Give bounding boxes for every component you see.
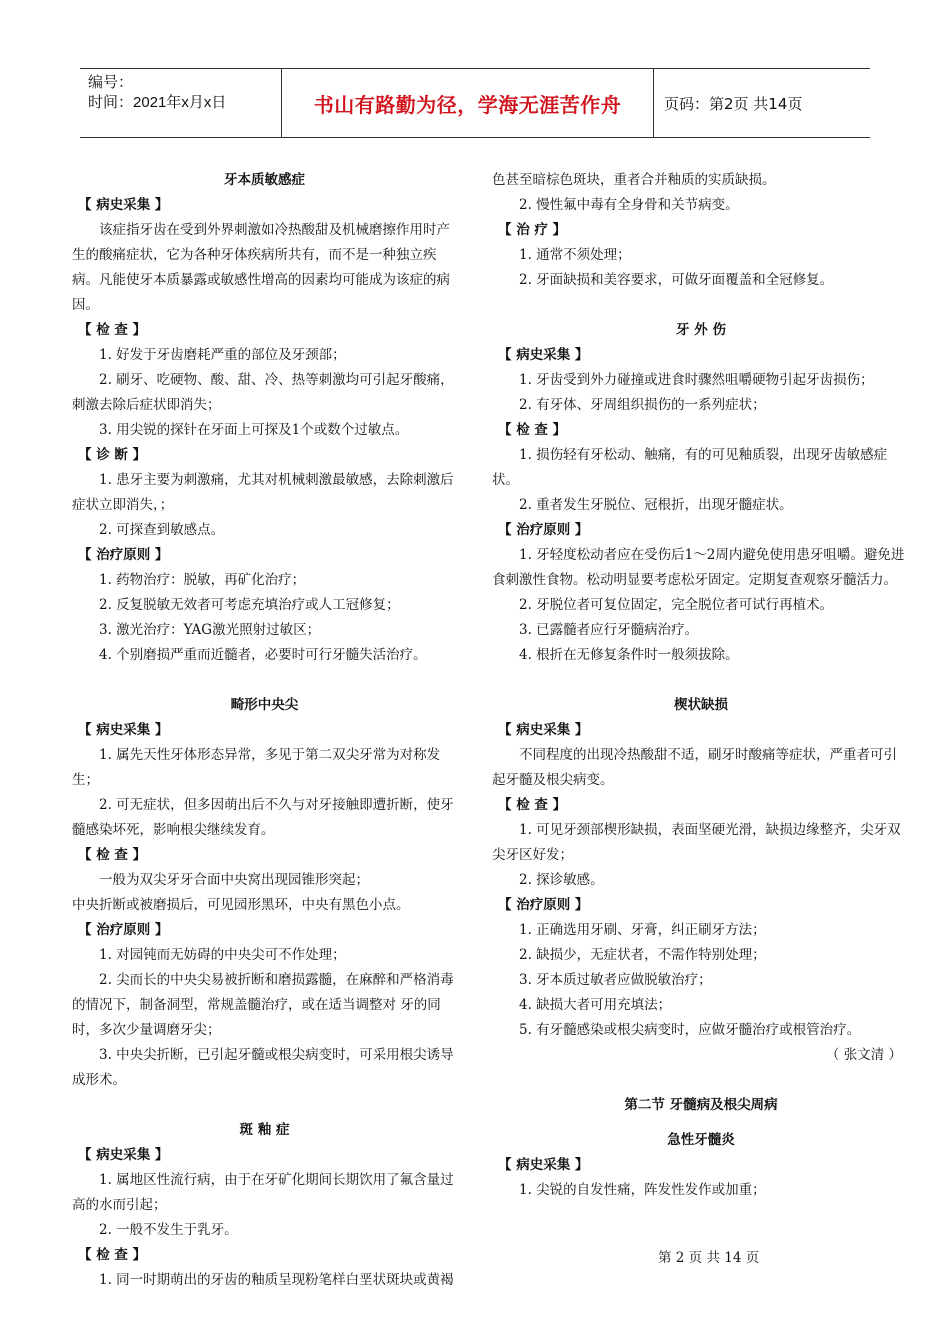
paragraph: 2. 可无症状，但多因萌出后不久与对牙接触即遭折断，使牙髓感染坏死，影响根尖继续发育。	[72, 797, 454, 838]
spacer	[492, 1068, 910, 1093]
paragraph: 2. 探诊敏感。	[519, 872, 604, 888]
paragraph: 1. 损伤轻有牙松动、触痛，有的可见釉质裂，出现牙齿敏感症状。	[492, 447, 888, 488]
subsection-heading: 【 治疗原则 】	[78, 922, 169, 938]
page-label: 页码：第2页 共14页	[664, 94, 803, 113]
paragraph: 1. 正确选用牙刷、牙膏，纠正刷牙方法；	[519, 922, 766, 938]
right-column	[492, 168, 910, 1203]
section-title: 牙本质敏感症	[224, 172, 305, 188]
paragraph: 4. 根折在无修复条件时一般须拔除。	[519, 647, 739, 663]
paragraph: 3. 激光治疗：YAG激光照射过敏区；	[99, 622, 321, 638]
subsection-heading: 【 治 疗 】	[498, 222, 567, 238]
subsection-heading: 【 治疗原则 】	[78, 547, 169, 563]
paragraph: 2. 一般不发生于乳牙。	[99, 1222, 238, 1238]
section-title: 斑 釉 症	[239, 1122, 290, 1138]
left-column	[72, 168, 457, 1293]
subsection-heading: 【 治疗原则 】	[498, 522, 589, 538]
footer-page-number: 第 2 页 共 14 页	[658, 1250, 760, 1266]
paragraph: 2. 刷牙、吃硬物、酸、甜、冷、热等刺激均可引起牙酸痛，刺激去除后症状即消失；	[72, 372, 454, 413]
header-meta	[80, 69, 282, 137]
paragraph: 一般为双尖牙牙合面中央窝出现园锥形突起；	[99, 872, 369, 888]
paragraph: 不同程度的出现冷热酸甜不适，刷牙时酸痛等症状，严重者可引起牙髓及根尖病变。	[492, 747, 897, 788]
subsection-heading: 【 检 查 】	[78, 1247, 147, 1263]
paragraph: 2. 重者发生牙脱位、冠根折，出现牙髓症状。	[519, 497, 793, 513]
section-title: 急性牙髓炎	[667, 1132, 735, 1148]
paragraph: 2. 缺损少，无症状者，不需作特别处理；	[519, 947, 766, 963]
paragraph: 2. 牙脱位者可复位固定，完全脱位者可试行再植术。	[519, 597, 834, 613]
spacer	[492, 1118, 910, 1128]
paragraph: 1. 牙轻度松动者应在受伤后1～2周内避免使用患牙咀嚼。避免进食刺激性食物。松动明显要考虑松牙固定。定期复查观察牙髓活力。	[492, 547, 905, 588]
spacer	[72, 668, 457, 693]
subsection-heading: 【 病史采集 】	[78, 722, 169, 738]
paragraph: 3. 牙本质过敏者应做脱敏治疗；	[519, 972, 712, 988]
paragraph: 1. 同一时期萌出的牙齿的釉质呈现粉笔样白垩状斑块或黄褐	[99, 1272, 454, 1288]
subsection-heading: 【 检 查 】	[498, 797, 567, 813]
subsection-heading: 【 检 查 】	[78, 847, 147, 863]
subsection-heading: 【 检 查 】	[498, 422, 567, 438]
subsection-heading: 【 治疗原则 】	[498, 897, 589, 913]
paragraph: 1. 患牙主要为刺激痛，尤其对机械刺激最敏感，去除刺激后症状立即消失，；	[72, 472, 454, 513]
spacer	[492, 293, 910, 318]
paragraph: 3. 用尖锐的探针在牙面上可探及1个或数个过敏点。	[99, 422, 409, 438]
subsection-heading: 【 诊 断 】	[78, 447, 147, 463]
motto: 书山有路勤为径，学海无涯苦作舟	[282, 69, 654, 137]
paragraph: 1. 通常不须处理；	[519, 247, 631, 263]
paragraph: 色甚至暗棕色斑块，重者合并釉质的实质缺损。	[492, 172, 776, 188]
paragraph: 1. 可见牙颈部楔形缺损，表面坚硬光滑，缺损边缘整齐，尖牙双尖牙区好发；	[492, 822, 901, 863]
paragraph: 1. 好发于牙齿磨耗严重的部位及牙颈部；	[99, 347, 346, 363]
paragraph: 4. 个别磨损严重而近髓者，必要时可行牙髓失活治疗。	[99, 647, 427, 663]
paragraph: 1. 对园钝而无妨碍的中央尖可不作处理；	[99, 947, 346, 963]
subsection-heading: 【 检 查 】	[78, 322, 147, 338]
page-header	[80, 68, 870, 138]
paragraph: 2. 牙面缺损和美容要求，可做牙面覆盖和全冠修复。	[519, 272, 834, 288]
subsection-heading: 【 病史采集 】	[78, 197, 169, 213]
paragraph: 1. 药物治疗：脱敏，再矿化治疗；	[99, 572, 306, 588]
paragraph: 4. 缺损大者可用充填法；	[519, 997, 672, 1013]
subsection-heading: 【 病史采集 】	[78, 1147, 169, 1163]
section-title: 楔状缺损	[674, 697, 728, 713]
paragraph: 2. 可探查到敏感点。	[99, 522, 225, 538]
paragraph: 1. 属地区性流行病，由于在牙矿化期间长期饮用了氟含量过高的水而引起；	[72, 1172, 454, 1213]
paragraph: 该症指牙齿在受到外界刺激如冷热酸甜及机械磨擦作用时产生的酸痛症状，它为各种牙体疾病所共有，而不是一种独立疾病。凡能使牙本质暴露或敏感性增高的因素均可能成为该症的病因。	[72, 222, 450, 313]
paragraph: 5. 有牙髓感染或根尖病变时，应做牙髓治疗或根管治疗。	[519, 1022, 861, 1038]
section-title: 畸形中央尖	[230, 697, 299, 713]
author-signature: （ 张文清 ）	[825, 1047, 902, 1063]
paragraph: 2. 有牙体、牙周组织损伤的一系列症状；	[519, 397, 766, 413]
spacer	[72, 1093, 457, 1118]
paragraph: 3. 已露髓者应行牙髓病治疗。	[519, 622, 699, 638]
section-title: 牙 外 伤	[676, 322, 726, 338]
paragraph: 2. 尖而长的中央尖易被折断和磨损露髓，在麻醉和严格消毒的情况下，制备洞型，常规盖髓治疗，或在适当调整对 牙的同时，多次少量调磨牙尖；	[72, 972, 454, 1038]
subsection-heading: 【 病史采集 】	[498, 347, 589, 363]
chapter-heading: 第二节 牙髓病及根尖周病	[624, 1097, 778, 1113]
paragraph: 1. 尖锐的自发性痛，阵发性发作或加重；	[519, 1182, 766, 1198]
paragraph: 2. 慢性氟中毒有全身骨和关节病变。	[519, 197, 739, 213]
paragraph: 2. 反复脱敏无效者可考虑充填治疗或人工冠修复；	[99, 597, 400, 613]
paragraph: 3. 中央尖折断，已引起牙髓或根尖病变时，可采用根尖诱导成形术。	[72, 1047, 454, 1088]
date-label: 时间：2021年x月x日	[88, 94, 227, 111]
page-footer	[0, 1246, 950, 1266]
paragraph: 1. 属先天性牙体形态异常，多见于第二双尖牙常为对称发生；	[72, 747, 441, 788]
paragraph: 中央折断或被磨损后，可见园形黑环，中央有黑色小点。	[72, 897, 410, 913]
number-label: 编号：	[88, 74, 134, 91]
subsection-heading: 【 病史采集 】	[498, 1157, 589, 1173]
spacer	[492, 668, 910, 693]
subsection-heading: 【 病史采集 】	[498, 722, 589, 738]
paragraph: 1. 牙齿受到外力碰撞或进食时骤然咀嚼硬物引起牙齿损伤；	[519, 372, 874, 388]
